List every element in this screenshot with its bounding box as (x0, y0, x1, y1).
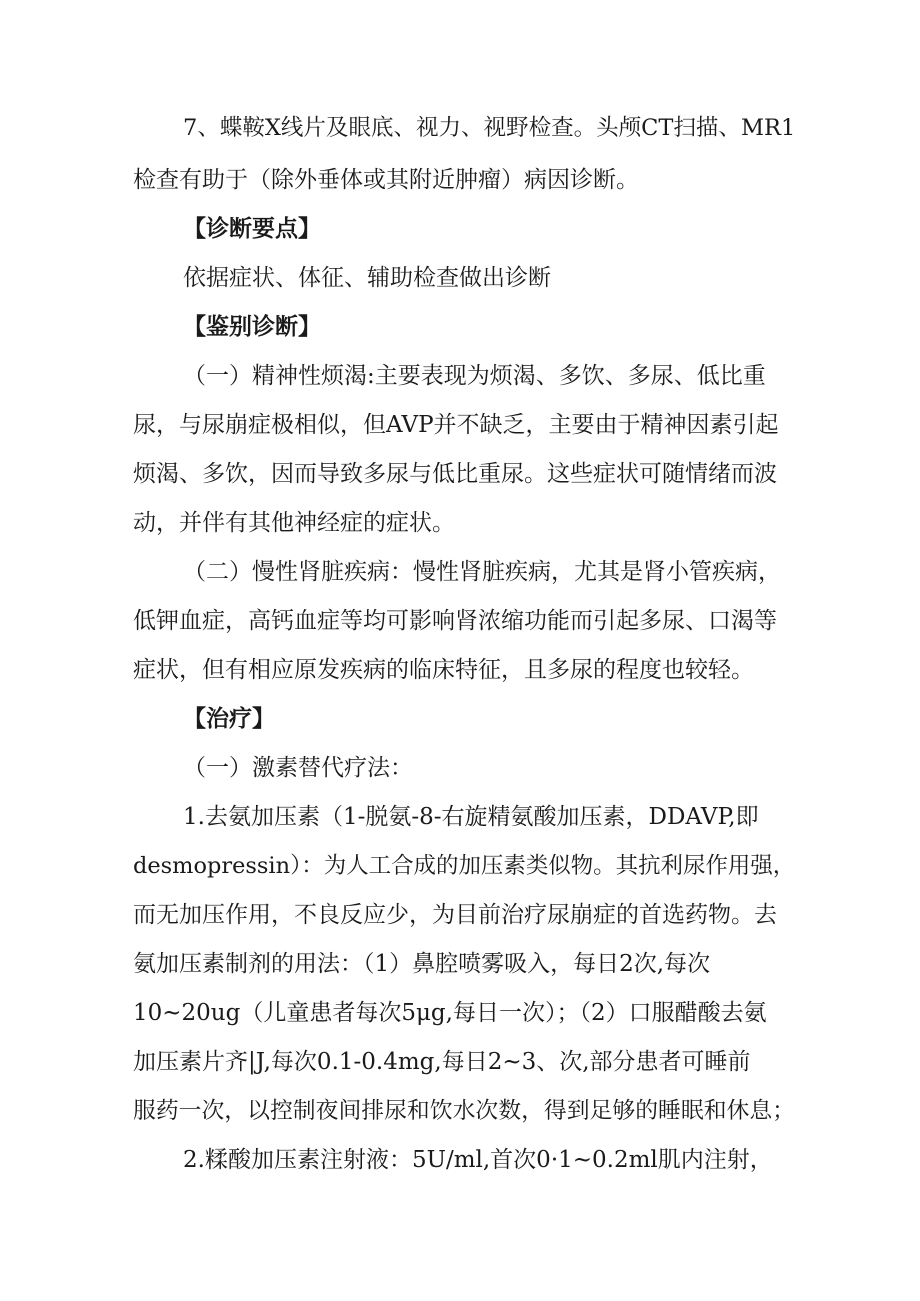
paragraph-line: 依据症状、体征、辅助检查做出诊断 (183, 265, 551, 291)
section-heading: 【鉴别诊断】 (183, 314, 321, 340)
paragraph-line: desmopressin）：为人工合成的加压素类似物。其抗利尿作用强， (133, 853, 796, 879)
section-heading: 【治疗】 (183, 706, 275, 732)
paragraph-line: 10~20ug（儿童患者每次5μg,每日一次）；（2）口服醋酸去氨 (133, 1000, 767, 1026)
paragraph-line: 动，并伴有其他神经症的症状。 (133, 510, 455, 536)
paragraph-line: 尿，与尿崩症极相似，但AVP并不缺乏，主要由于精神因素引起 (133, 412, 779, 438)
paragraph-line: 加压素片齐|J,每次0.1-0.4mg,每日2~3、次,部分患者可睡前 (133, 1049, 751, 1075)
section-heading: 【诊断要点】 (183, 216, 321, 242)
paragraph-line: （一）精神性烦渴:主要表现为烦渴、多饮、多尿、低比重 (183, 363, 766, 389)
paragraph-line: 症状，但有相应原发疾病的临床特征，且多尿的程度也较轻。 (133, 657, 754, 683)
paragraph-line: 服药一次，以控制夜间排尿和饮水次数，得到足够的睡眠和休息； (133, 1098, 796, 1124)
paragraph-line: （一）激素替代疗法： (183, 755, 413, 781)
paragraph-line: 7、蝶鞍X线片及眼底、视力、视野检查。头颅CT扫描、MR1 (183, 115, 796, 141)
paragraph-line: 氨加压素制剂的用法：（1）鼻腔喷雾吸入，每日2次,每次 (133, 951, 711, 977)
paragraph-line: 烦渴、多饮，因而导致多尿与低比重尿。这些症状可随情绪而波 (133, 461, 777, 487)
paragraph-line: 低钾血症，高钙血症等均可影响肾浓缩功能而引起多尿、口渴等 (133, 608, 777, 634)
paragraph-line: 检查有助于（除外垂体或其附近肿瘤）病因诊断。 (133, 167, 639, 193)
paragraph-line: 1.去氨加压素（1-脱氨-8-右旋精氨酸加压素，DDAVP,即 (183, 804, 759, 830)
paragraph-line: 2.糅酸加压素注射液：5U/ml,首次0·1~0.2ml肌内注射， (183, 1147, 773, 1173)
paragraph-line: （二）慢性肾脏疾病：慢性肾脏疾病，尤其是肾小管疾病， (183, 559, 781, 585)
paragraph-line: 而无加压作用，不良反应少，为目前治疗尿崩症的首选药物。去 (133, 902, 777, 928)
